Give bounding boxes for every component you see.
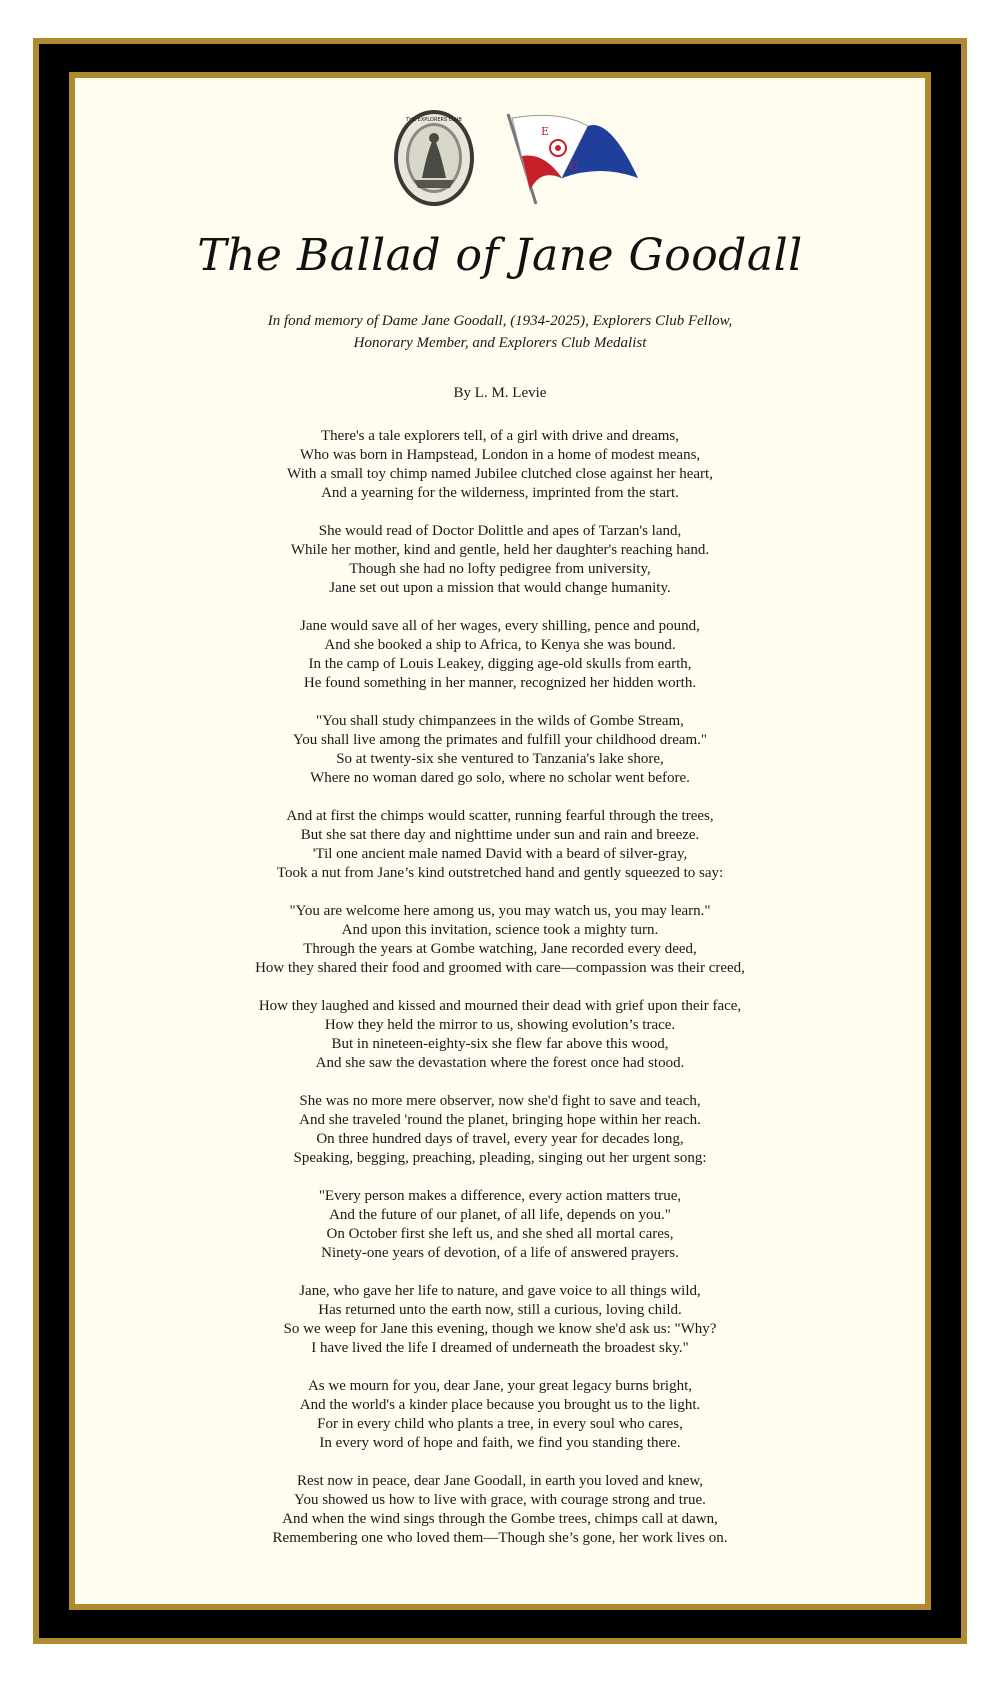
poem-line: I have lived the life I dreamed of underneath the broadest sky." xyxy=(311,1340,689,1356)
poem-line: With a small toy chimp named Jubilee clutched close against her heart, xyxy=(287,466,713,482)
stanza xyxy=(95,902,905,978)
poem-line: For in every child who plants a tree, in every soul who cares, xyxy=(317,1416,683,1432)
poem-line: In the camp of Louis Leakey, digging age-old skulls from earth, xyxy=(308,656,692,672)
poem-line: She was no more mere observer, now she'd fight to save and teach, xyxy=(299,1093,701,1109)
stanza xyxy=(95,1282,905,1358)
stanza xyxy=(95,1187,905,1263)
explorers-club-flag-icon xyxy=(500,108,642,208)
poem-line: How they held the mirror to us, showing evolution’s trace. xyxy=(324,1017,676,1033)
poem-line: And she traveled 'round the planet, bringing hope within her reach. xyxy=(299,1112,701,1128)
stanza xyxy=(95,1377,905,1453)
svg-text:THE EXPLORERS CLUB: THE EXPLORERS CLUB xyxy=(406,117,462,123)
poem-line: So at twenty-six she ventured to Tanzania's lake shore, xyxy=(336,751,664,767)
poem-line: And at first the chimps would scatter, running fearful through the trees, xyxy=(286,808,714,824)
poem-line: She would read of Doctor Dolittle and apes of Tarzan's land, xyxy=(318,523,682,539)
poem-line: While her mother, kind and gentle, held her daughter's reaching hand. xyxy=(290,542,710,558)
dedication-line: Honorary Member, and Explorers Club Medalist xyxy=(353,335,647,351)
poem-line: Speaking, begging, preaching, pleading, singing out her urgent song: xyxy=(293,1150,707,1166)
poem-line: And upon this invitation, science took a mighty turn. xyxy=(341,922,659,938)
poem-line: And the future of our planet, of all life, depends on you." xyxy=(329,1207,671,1223)
poem-line: Took a nut from Jane’s kind outstretched hand and gently squeezed to say: xyxy=(276,865,724,881)
poem-line: Who was born in Hampstead, London in a home of modest means, xyxy=(299,447,701,463)
stanza xyxy=(95,1092,905,1168)
stanza xyxy=(95,617,905,693)
stanza xyxy=(95,997,905,1073)
poem-line: You showed us how to live with grace, with courage strong and true. xyxy=(294,1492,706,1508)
logo-row xyxy=(75,100,925,210)
dedication xyxy=(135,310,865,354)
stanza xyxy=(95,1472,905,1548)
poem-line: "You are welcome here among us, you may watch us, you may learn." xyxy=(289,903,711,919)
poem-page xyxy=(75,78,925,1604)
poem-title: The Ballad of Jane Goodall xyxy=(197,230,803,281)
poem-line: Has returned unto the earth now, still a curious, loving child. xyxy=(318,1302,682,1318)
poem-line: There's a tale explorers tell, of a girl with drive and dreams, xyxy=(321,428,679,444)
stanza xyxy=(95,712,905,788)
stanza xyxy=(95,427,905,503)
poem-line: "You shall study chimpanzees in the wilds of Gombe Stream, xyxy=(316,713,684,729)
stanza xyxy=(95,807,905,883)
poem-line: As we mourn for you, dear Jane, your great legacy burns bright, xyxy=(307,1378,693,1394)
poem-line: Though she had no lofty pedigree from university, xyxy=(349,561,651,577)
stanza xyxy=(95,522,905,598)
poem-line: Ninety-one years of devotion, of a life of answered prayers. xyxy=(321,1245,679,1261)
poem-line: But in nineteen-eighty-six she flew far above this wood, xyxy=(331,1036,669,1052)
poem-line: Rest now in peace, dear Jane Goodall, in earth you loved and knew, xyxy=(297,1473,703,1489)
poem-line: "Every person makes a difference, every action matters true, xyxy=(318,1188,682,1204)
poem-line: And when the wind sings through the Gombe trees, chimps call at dawn, xyxy=(282,1511,718,1527)
poem-line: Through the years at Gombe watching, Jane recorded every deed, xyxy=(303,941,697,957)
poem-line: Jane would save all of her wages, every shilling, pence and pound, xyxy=(300,618,700,634)
poem-line: And the world's a kinder place because you brought us to the light. xyxy=(299,1397,701,1413)
poem-line: You shall live among the primates and fulfill your childhood dream." xyxy=(292,732,708,748)
poem-line: Jane set out upon a mission that would change humanity. xyxy=(329,580,671,596)
author-byline: By L. M. Levie xyxy=(453,385,547,401)
poem-line: On three hundred days of travel, every year for decades long, xyxy=(316,1131,684,1147)
poem-line: How they shared their food and groomed with care—compassion was their creed, xyxy=(255,960,745,976)
poem-line: On October first she left us, and she shed all mortal cares, xyxy=(326,1226,674,1242)
poem-body xyxy=(95,427,905,1567)
poem-line: But she sat there day and nighttime under sun and rain and breeze. xyxy=(300,827,700,843)
poem-line: And a yearning for the wilderness, imprinted from the start. xyxy=(321,485,679,501)
poem-line: He found something in her manner, recognized her hidden worth. xyxy=(303,675,697,691)
svg-text:C: C xyxy=(569,160,579,173)
poem-line: Remembering one who loved them—Though she’s gone, her work lives on. xyxy=(272,1530,728,1546)
poem-line: Where no woman dared go solo, where no scholar went before. xyxy=(310,770,690,786)
poem-line: How they laughed and kissed and mourned their dead with grief upon their face, xyxy=(258,998,742,1014)
poem-line: So we weep for Jane this evening, though we know she'd ask us: "Why? xyxy=(283,1321,717,1337)
poem-line: And she booked a ship to Africa, to Kenya she was bound. xyxy=(324,637,676,653)
poem-line: In every word of hope and faith, we find you standing there. xyxy=(319,1435,681,1451)
poem-line: 'Til one ancient male named David with a beard of silver-gray, xyxy=(312,846,688,862)
poem-line: Jane, who gave her life to nature, and gave voice to all things wild, xyxy=(299,1283,701,1299)
svg-text:E: E xyxy=(540,125,550,138)
poem-line: And she saw the devastation where the forest once had stood. xyxy=(315,1055,685,1071)
dedication-line: In fond memory of Dame Jane Goodall, (1934-2025), Explorers Club Fellow, xyxy=(267,313,733,329)
explorers-club-seal-icon xyxy=(392,108,476,208)
